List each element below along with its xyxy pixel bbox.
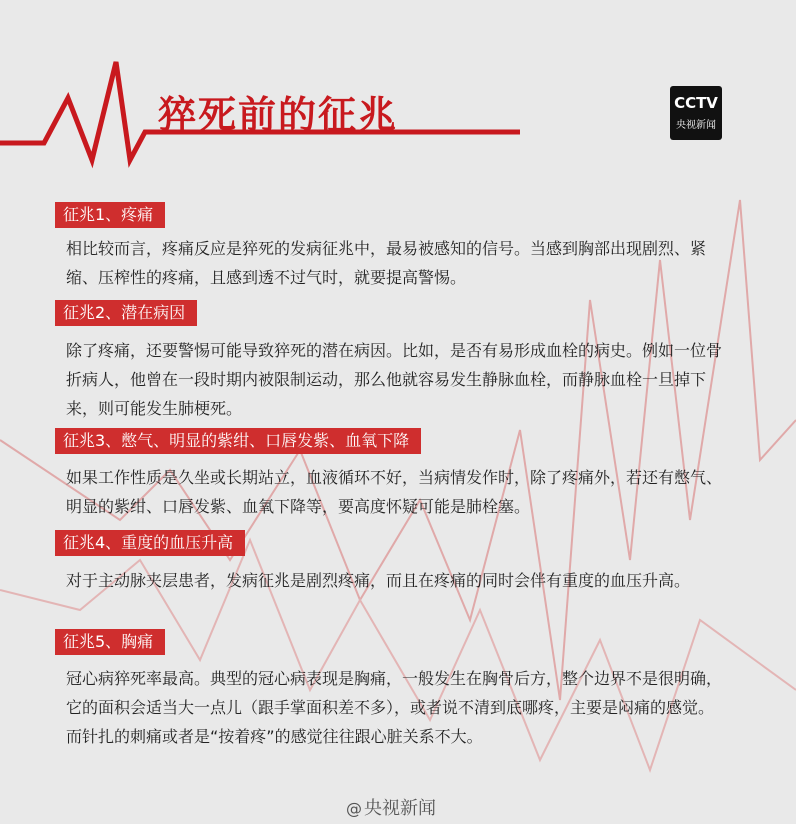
section-tag-1: 征兆1、疼痛 <box>55 202 165 228</box>
section-text-2: 除了疼痛，还要警惕可能导致猝死的潜在病因。比如，是否有易形成血栓的病史。例如一位骨折病人，他曾在一段时期内被限制运动，那么他就容易发生静脉血栓，而静脉血栓一旦掉下来，则可能发生肺梗死。 <box>66 341 723 418</box>
logo-mark: CCTV <box>674 94 718 112</box>
watermark-at: @ <box>346 799 362 818</box>
section-tag-5: 征兆5、胸痛 <box>55 629 165 655</box>
logo-text: 央视新闻 <box>676 120 716 131</box>
section-text-5: 冠心病猝死率最高。典型的冠心病表现是胸痛，一般发生在胸骨后方，整个边界不是很明确，它的面积会适当大一点儿（跟手掌面积差不多），或者说不清到底哪疼，主要是闷痛的感觉。而针扎的刺痛或者是“按着疼”的感觉往往跟心脏关系不大。 <box>66 669 723 746</box>
section-tag-2: 征兆2、潜在病因 <box>55 300 197 326</box>
watermark-text: 央视新闻 <box>364 798 436 819</box>
section-tag-3: 征兆3、憋气、明显的紫绀、口唇发紫、血氧下降 <box>55 428 421 454</box>
cctv-logo <box>670 86 722 140</box>
section-text-1: 相比较而言，疼痛反应是猝死的发病征兆中，最易被感知的信号。当感到胸部出现剧烈、紧缩、压榨性的疼痛，且感到透不过气时，就要提高警惕。 <box>66 239 707 287</box>
section-text-4: 对于主动脉夹层患者，发病征兆是剧烈疼痛，而且在疼痛的同时会伴有重度的血压升高。 <box>66 571 691 590</box>
section-text-3: 如果工作性质是久坐或长期站立，血液循环不好，当病情发作时，除了疼痛外，若还有憋气、明显的紫绀、口唇发紫、血氧下降等，要高度怀疑可能是肺栓塞。 <box>66 468 723 516</box>
page-title: 猝死前的征兆 <box>158 93 399 137</box>
section-tag-4: 征兆4、重度的血压升高 <box>55 530 245 556</box>
weibo-watermark <box>346 794 436 820</box>
